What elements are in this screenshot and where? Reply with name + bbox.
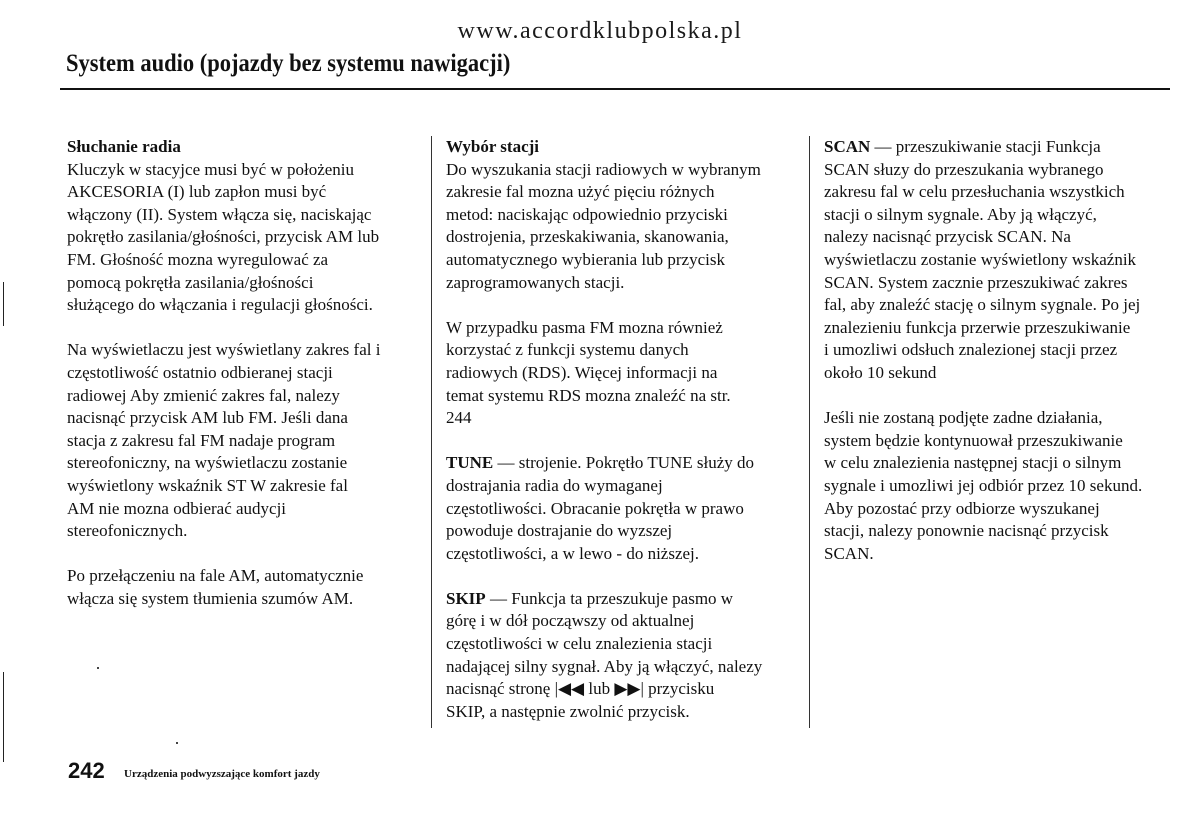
- paragraph: [67, 565, 419, 610]
- print-speck: [97, 667, 99, 669]
- text-line: Po przełączeniu na fale AM, automatycznie: [67, 566, 364, 586]
- section-heading: Wybór stacji: [446, 137, 540, 156]
- text-line: górę i w dół począwszy od aktualnej: [446, 611, 695, 631]
- text-line: Aby pozostać przy odbiorze wyszukanej: [824, 498, 1100, 518]
- text-line: SCAN.: [824, 543, 874, 563]
- text-line: służącego do włączania i regulacji głośności.: [67, 295, 373, 315]
- section-heading: Słuchanie radia: [67, 137, 181, 156]
- text-line: około 10 sekund: [824, 362, 937, 382]
- paragraph: [446, 317, 798, 430]
- text-line: pokrętło zasilania/głośności, przycisk AM lub: [67, 227, 380, 247]
- text-line: i umozliwi odsłuch znalezionej stacji przez: [824, 340, 1118, 360]
- text-line: w celu znalezienia następnej stacji o silnym: [824, 453, 1122, 473]
- text-line: temat systemu RDS mozna znaleźć na str.: [446, 385, 731, 405]
- print-speck: [176, 742, 178, 744]
- column-listening-radio: [67, 136, 419, 610]
- text-line: znalezieniu funkcja przerwie przeszukiwanie: [824, 317, 1131, 337]
- text-line: Kluczyk w stacyjce musi być w położeniu: [67, 159, 355, 179]
- scan-edge-mark: [3, 282, 4, 326]
- text-line: częstotliwości w celu znalezienia stacji: [446, 634, 713, 654]
- text-line: Do wyszukania stacji radiowych w wybranym: [446, 159, 761, 179]
- text-line: stacja z zakresu fal FM nadaje program: [67, 430, 336, 450]
- text-line: częstotliwość ostatnio odbieranej stacji: [67, 362, 333, 382]
- text-line: nacisnąć przycisk AM lub FM. Jeśli dana: [67, 408, 348, 428]
- column-station-selection: [446, 136, 798, 723]
- text-line: radiowych (RDS). Więcej informacji na: [446, 362, 718, 382]
- header-divider: [60, 88, 1170, 90]
- text-line: wyświetlony wskaźnik ST W zakresie fal: [67, 475, 348, 495]
- paragraph: [446, 610, 798, 723]
- text-line: radiowej Aby zmienić zakres fal, nalezy: [67, 385, 340, 405]
- scan-first-line: SCAN — przeszukiwanie stacji Funkcja: [824, 137, 1101, 156]
- text-line: powoduje dostrajanie do wyzszej: [446, 521, 673, 541]
- scan-term: SCAN: [824, 137, 871, 156]
- text-line: zaprogramowanych stacji.: [446, 272, 625, 292]
- text-line: Na wyświetlaczu jest wyświetlany zakres fal i: [67, 340, 381, 360]
- text-line: stereofonicznych.: [67, 521, 188, 541]
- column-divider-1: [431, 136, 432, 728]
- text-line: SCAN. System zacznie przeszukiwać zakres: [824, 272, 1128, 292]
- tune-term: TUNE: [446, 453, 494, 473]
- text-line: SKIP, a następnie zwolnić przycisk.: [446, 701, 690, 721]
- text-line: W przypadku pasma FM mozna również: [446, 317, 723, 337]
- page-title: System audio (pojazdy bez systemu nawigacji): [66, 50, 511, 77]
- text-line: automatycznego wybierania lub przycisk: [446, 249, 725, 269]
- skip-first-line: SKIP — Funkcja ta przeszukuje pasmo w: [446, 588, 734, 608]
- paragraph: [67, 159, 419, 317]
- text-line: nacisnąć stronę |◀◀ lub ▶▶| przycisku: [446, 679, 715, 699]
- text-line: wyświetlaczu zostanie wyświetlony wskaźnik: [824, 249, 1137, 269]
- page-number: 242: [68, 758, 105, 783]
- text-line: nalezy nacisnąć przycisk SCAN. Na: [824, 227, 1071, 247]
- text-line: nadającej silny sygnał. Aby ją włączyć, nalezy: [446, 656, 763, 676]
- text-line: zakresu fal w celu przesłuchania wszystkich: [824, 182, 1125, 202]
- text-line: stacji o silnym sygnale. Aby ją włączyć,: [824, 204, 1097, 224]
- text-line: metod: naciskając odpowiednio przyciski: [446, 204, 728, 224]
- text-line: AM nie mozna odbierać audycji: [67, 498, 287, 518]
- text-line: stereofoniczny, na wyświetlaczu zostanie: [67, 453, 348, 473]
- paragraph: [446, 475, 798, 565]
- text-line: FM. Głośność mozna wyregulować za: [67, 249, 329, 269]
- text-line: SCAN słuzy do przeszukania wybranego: [824, 159, 1104, 179]
- text-line: sygnale i umozliwi jej odbiór przez 10 sekund.: [824, 475, 1143, 495]
- text-line: włącza się system tłumienia szumów AM.: [67, 588, 354, 608]
- paragraph: [67, 339, 419, 542]
- skip-term: SKIP: [446, 588, 486, 608]
- text-line: włączony (II). System włącza się, naciskając: [67, 204, 372, 224]
- scan-edge-mark-lower: [3, 672, 4, 762]
- text-line: Jeśli nie zostaną podjęte zadne działania,: [824, 408, 1103, 428]
- text-line: 244: [446, 408, 472, 428]
- text-line: częstotliwości, a w lewo - do niższej.: [446, 543, 700, 563]
- column-divider-2: [809, 136, 810, 728]
- text-line: częstotliwości. Obracanie pokrętła w prawo: [446, 498, 744, 518]
- footer-section-title: Urządzenia podwyzszające komfort jazdy: [124, 768, 320, 780]
- text-line: AKCESORIA (I) lub zapłon musi być: [67, 182, 327, 202]
- text-line: dostrojenia, przeskakiwania, skanowania,: [446, 227, 729, 247]
- paragraph: [824, 407, 1176, 565]
- paragraph: [446, 159, 798, 295]
- text-line: dostrajania radia do wymaganej: [446, 475, 663, 495]
- paragraph: [824, 159, 1176, 385]
- text-line: korzystać z funkcji systemu danych: [446, 340, 689, 360]
- column-scan: [824, 136, 1176, 565]
- text-line: stacji, nalezy ponownie nacisnąć przycisk: [824, 521, 1109, 541]
- text-line: pomocą pokrętła zasilania/głośności: [67, 272, 314, 292]
- text-line: system będzie kontynuował przeszukiwanie: [824, 430, 1123, 450]
- text-line: fal, aby znaleźć stację o silnym sygnale. Po jej: [824, 295, 1141, 315]
- text-line: zakresie fal mozna użyć pięciu różnych: [446, 182, 715, 202]
- watermark-url: www.accordklubpolska.pl: [457, 18, 743, 44]
- tune-first-line: TUNE — strojenie. Pokrętło TUNE służy do: [446, 453, 755, 473]
